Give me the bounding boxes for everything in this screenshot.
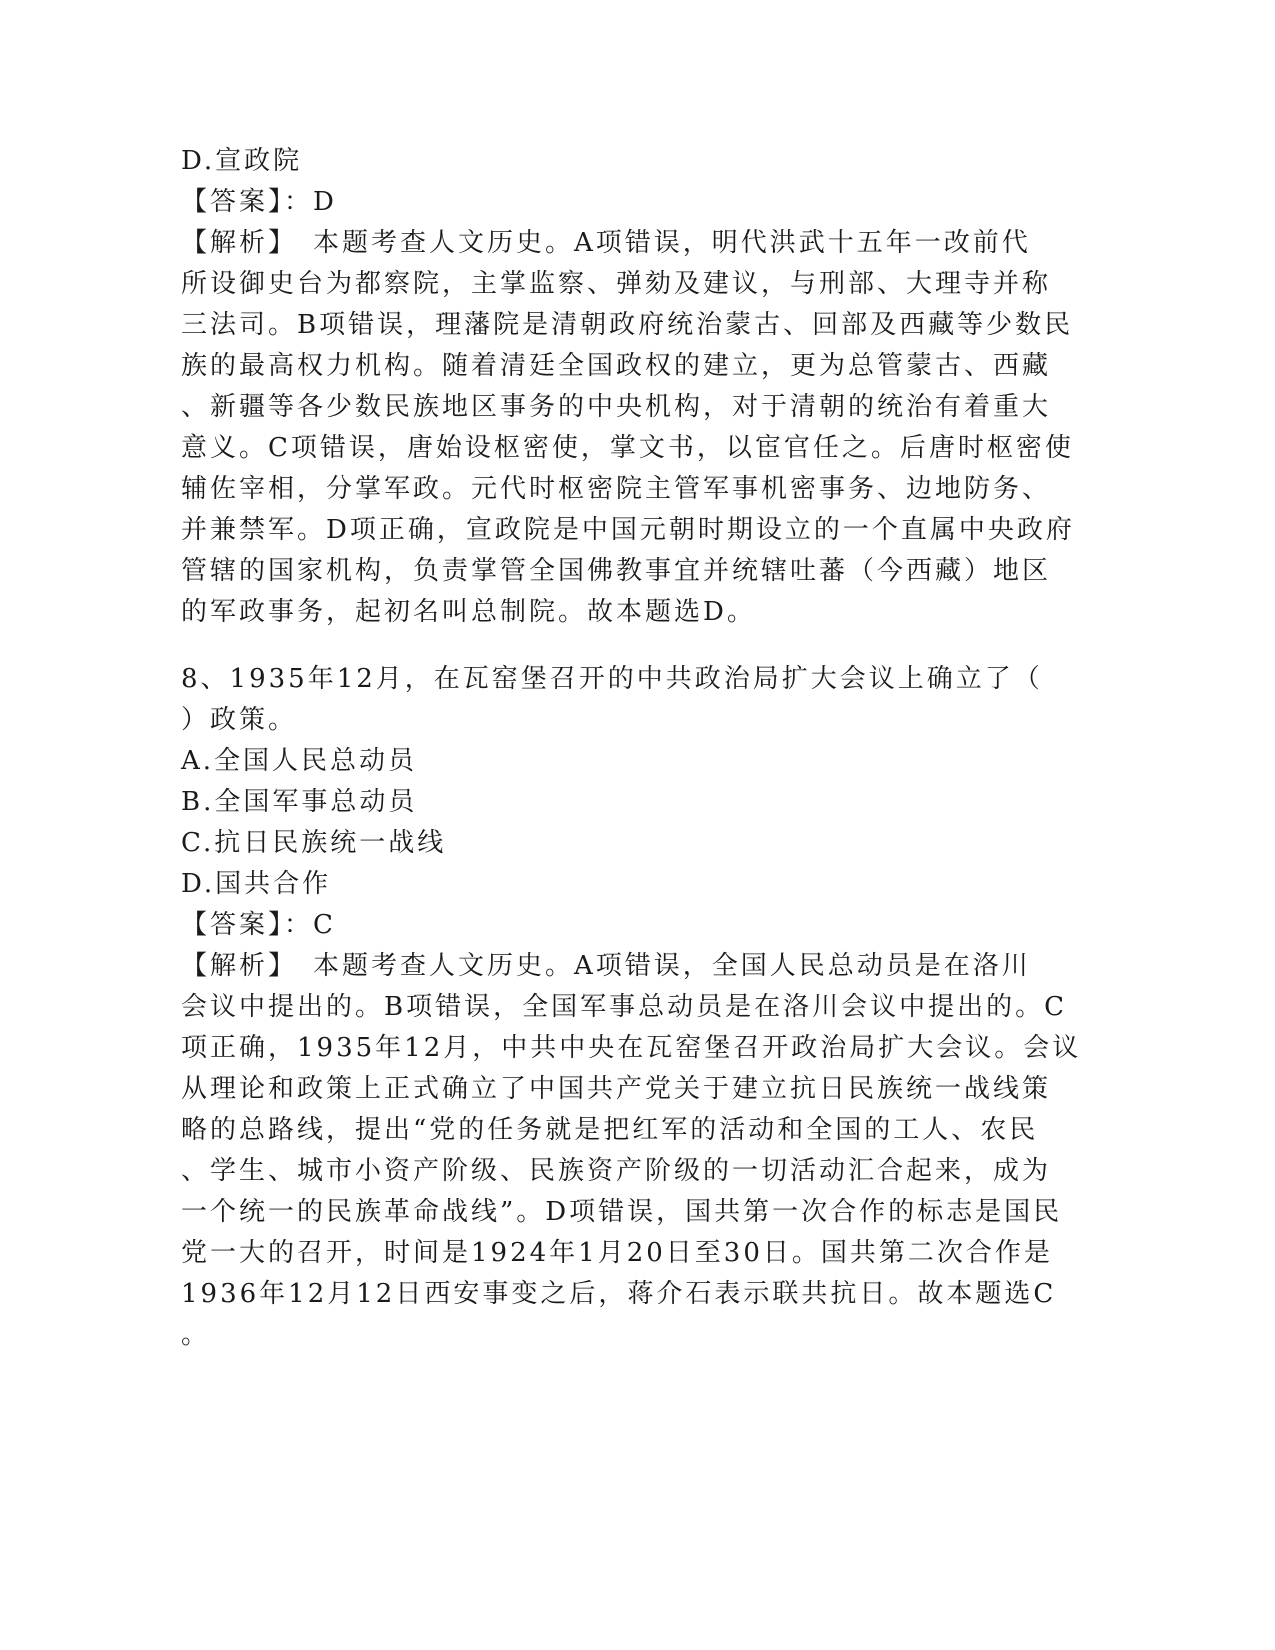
- analysis-line: 一个统一的民族革命战线”。D项错误，国共第一次合作的标志是国民: [181, 1197, 1063, 1227]
- option-d: D.国共合作: [181, 869, 332, 899]
- analysis-line: 、学生、城市小资产阶级、民族资产阶级的一切活动汇合起来，成为: [181, 1156, 1052, 1186]
- prev-analysis-line: 、新疆等各少数民族地区事务的中央机构，对于清朝的统治有着重大: [181, 392, 1052, 422]
- question-stem: 8、1935年12月，在瓦窑堡召开的中共政治局扩大会议上确立了（: [181, 664, 1043, 694]
- analysis-line: 会议中提出的。B项错误，全国军事总动员是在洛川会议中提出的。C: [181, 992, 1068, 1022]
- analysis-line: 1936年12月12日西安事变之后，蒋介石表示联共抗日。故本题选C: [181, 1279, 1057, 1309]
- prev-analysis-line: 的军政事务，起初名叫总制院。故本题选D。: [181, 597, 756, 627]
- prev-analysis-line: 意义。C项错误，唐始设枢密使，掌文书，以宦官任之。后唐时枢密使: [181, 433, 1074, 463]
- option-c: C.抗日民族统一战线: [181, 828, 447, 858]
- option-b: B.全国军事总动员: [181, 787, 418, 817]
- analysis-line: 略的总路线，提出“党的任务就是把红军的活动和全国的工人、农民: [181, 1115, 1039, 1145]
- prev-analysis-line: 【解析】 本题考查人文历史。A项错误，明代洪武十五年一改前代: [181, 228, 1031, 258]
- analysis-line: 从理论和政策上正式确立了中国共产党关于建立抗日民族统一战线策: [181, 1074, 1052, 1104]
- prev-analysis-line: 辅佐宰相，分掌军政。元代时枢密院主管军事机密事务、边地防务、: [181, 474, 1052, 504]
- prev-analysis-line: 并兼禁军。D项正确，宣政院是中国元朝时期设立的一个直属中央政府: [181, 515, 1075, 545]
- question-stem: ）政策。: [181, 705, 298, 735]
- option-a: A.全国人民总动员: [181, 746, 418, 776]
- prev-analysis-line: 所设御史台为都察院，主掌监察、弹劾及建议，与刑部、大理寺并称: [181, 269, 1052, 299]
- prev-analysis-line: 族的最高权力机构。随着清廷全国政权的建立，更为总管蒙古、西藏: [181, 351, 1052, 381]
- analysis-line: 。: [181, 1320, 211, 1350]
- prev-analysis-line: 三法司。B项错误，理藩院是清朝政府统治蒙古、回部及西藏等少数民: [181, 310, 1074, 340]
- analysis-line: 【解析】 本题考查人文历史。A项错误，全国人民总动员是在洛川: [181, 951, 1031, 981]
- answer: 【答案】：C: [181, 910, 336, 940]
- prev-analysis-line: 管辖的国家机构，负责掌管全国佛教事宜并统辖吐蕃（今西藏）地区: [181, 556, 1052, 586]
- analysis-line: 党一大的召开，时间是1924年1月20日至30日。国共第二次合作是: [181, 1238, 1053, 1268]
- prev-option-d: D.宣政院: [181, 146, 303, 176]
- analysis-line: 项正确，1935年12月，中共中央在瓦窑堡召开政治局扩大会议。会议: [181, 1033, 1082, 1063]
- prev-answer: 【答案】：D: [181, 187, 337, 217]
